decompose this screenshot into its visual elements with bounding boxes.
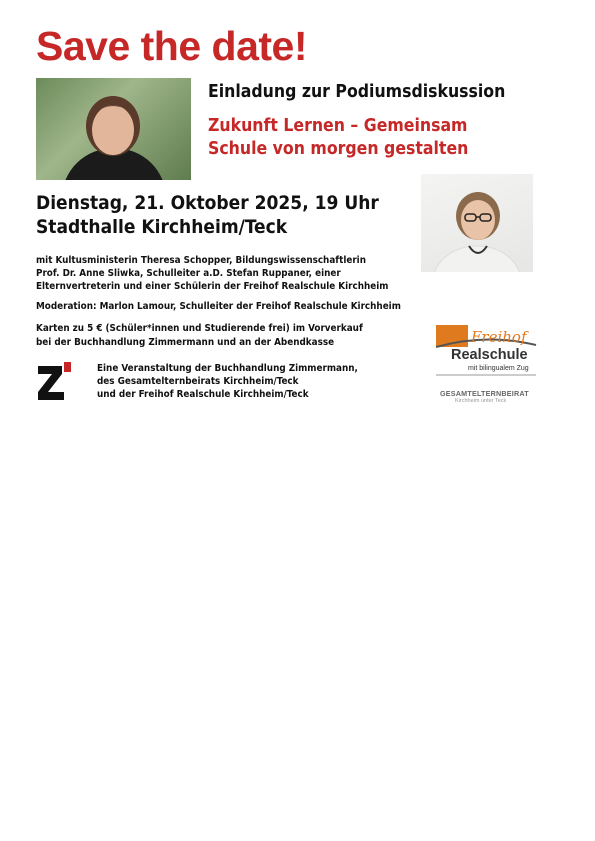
gesamtelternbeirat-logo: GESAMTELTERNBEIRAT [440, 389, 529, 398]
bookshop-zimmermann-logo [36, 360, 72, 400]
portrait-photo-woman-2 [421, 174, 533, 272]
organizer-line: und der Freihof Realschule Kirchheim/Teck [97, 389, 309, 400]
event-venue: Stadthalle Kirchheim/Teck [36, 216, 288, 238]
moderation-text: Moderation: Marlon Lamour, Schulleiter der Freihof Realschule Kirchheim [36, 301, 401, 312]
event-date: Dienstag, 21. Oktober 2025, 19 Uhr [36, 192, 379, 214]
freihof-logo-script: Freihof [471, 328, 527, 346]
subtitle: Einladung zur Podiumsdiskussion [208, 82, 506, 102]
topic-line-1: Zukunft Lernen – Gemeinsam [208, 116, 468, 136]
tickets-line: Karten zu 5 € (Schüler*innen und Studierende frei) im Vorverkauf [36, 323, 363, 334]
headline: Save the date! [36, 23, 307, 69]
tickets-line: bei der Buchhandlung Zimmermann und an der Abendkasse [36, 337, 335, 348]
portrait-photo-woman-1 [36, 78, 191, 180]
participants-line: mit Kultusministerin Theresa Schopper, Bildungswissenschaftlerin [36, 255, 366, 266]
freihof-logo-realschule: Realschule [451, 347, 528, 363]
topic-line-2: Schule von morgen gestalten [208, 139, 469, 159]
organizer-line: Eine Veranstaltung der Buchhandlung Zimmermann, [97, 363, 358, 374]
participants-line: Elternvertreterin und einer Schülerin der Freihof Realschule Kirchheim [36, 281, 389, 292]
freihof-logo-bilingual: mit bilingualem Zug [468, 365, 529, 372]
organizer-line: des Gesamtelternbeirats Kirchheim/Teck [97, 376, 299, 387]
gesamtelternbeirat-logo-sub: Kirchheim unter Teck [455, 398, 507, 404]
participants-line: Prof. Dr. Anne Sliwka, Schulleiter a.D. Stefan Ruppaner, einer [36, 268, 341, 279]
